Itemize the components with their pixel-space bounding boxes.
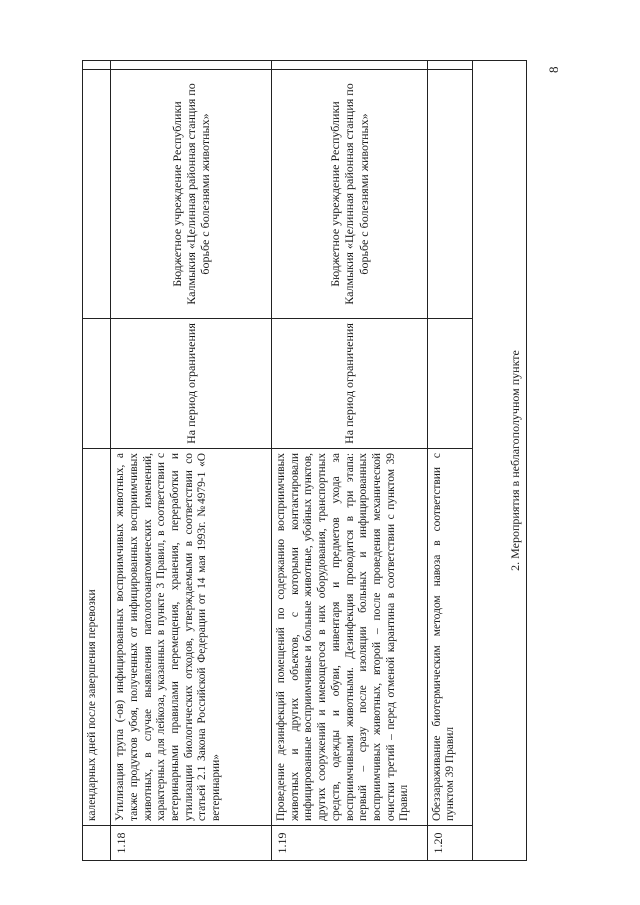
table-row <box>111 61 272 861</box>
cell-continuation-text: календарных дней после завершения перевозки <box>83 449 111 826</box>
cell-responsible: Бюджетное учреждение Республики Калмыкия «Целинная районная станция по борьбе с болезнями животных» <box>272 70 428 319</box>
cell-blank <box>272 61 428 70</box>
cell-blank <box>111 61 272 70</box>
cell-measure-text: Проведение дезинфекций помещений по содержанию восприимчивых животных и других объектов, с которыми контактировали инфицированные восприимчивые и больные животные, убойных пунктов, других сооружений и имеющегося в них оборудования, транспортных средств, одежды и обуви, инвентаря и предметов ухода за восприимчивыми животными. Дезинфекция проводится в три этапа: первый – сразу после изоляции больных и инфицированных восприимчивых животных, второй – после проведения механической очистки третий – перед отменой карантина в соответствии с пунктом 39 Правил <box>272 449 428 826</box>
table-row <box>427 61 472 861</box>
cell-term <box>427 319 472 449</box>
cell-number-empty <box>83 826 111 861</box>
cell-measure-text: Обеззараживание биотермическим методом навоза в соответствии с пунктом 39 Правил <box>427 449 472 826</box>
cell-term: На период ограничения <box>272 319 428 449</box>
cell-number: 1.19 <box>272 826 428 861</box>
table-row-continuation <box>83 61 111 861</box>
cell-number: 1.18 <box>111 826 272 861</box>
cell-term-empty <box>83 319 111 449</box>
section-heading: 2. Мероприятия в неблагополучном пункте <box>472 61 526 861</box>
measures-table <box>82 60 527 861</box>
cell-measure-text: Утилизация трупа (-ов) инфицированных восприимчивых животных, а также продуктов убоя, полученных от инфицированных восприимчивых животных, в случае выявления патологоанатомических изменений, характерных для лейкоза, указанных в пункте 3 Правил, в соответствии с ветеринарными правилами перемещения, хранения, переработки и утилизации биологических отходов, утверждаемыми в соответствии со статьей 2.1 Закона Российской Федерации от 14 мая 1993г. №4979-1 «О ветеринарии» <box>111 449 272 826</box>
table-row-section <box>472 61 526 861</box>
cell-blank <box>427 61 472 70</box>
cell-term: На период ограничения <box>111 319 272 449</box>
cell-responsible <box>427 70 472 319</box>
page-number: 8 <box>546 66 561 73</box>
cell-blank <box>83 61 111 70</box>
cell-responsible-empty <box>83 70 111 319</box>
table-row <box>272 61 428 861</box>
cell-number: 1.20 <box>427 826 472 861</box>
cell-responsible: Бюджетное учреждение Республики Калмыкия «Целинная районная станция по борьбе с болезнями животных» <box>111 70 272 319</box>
